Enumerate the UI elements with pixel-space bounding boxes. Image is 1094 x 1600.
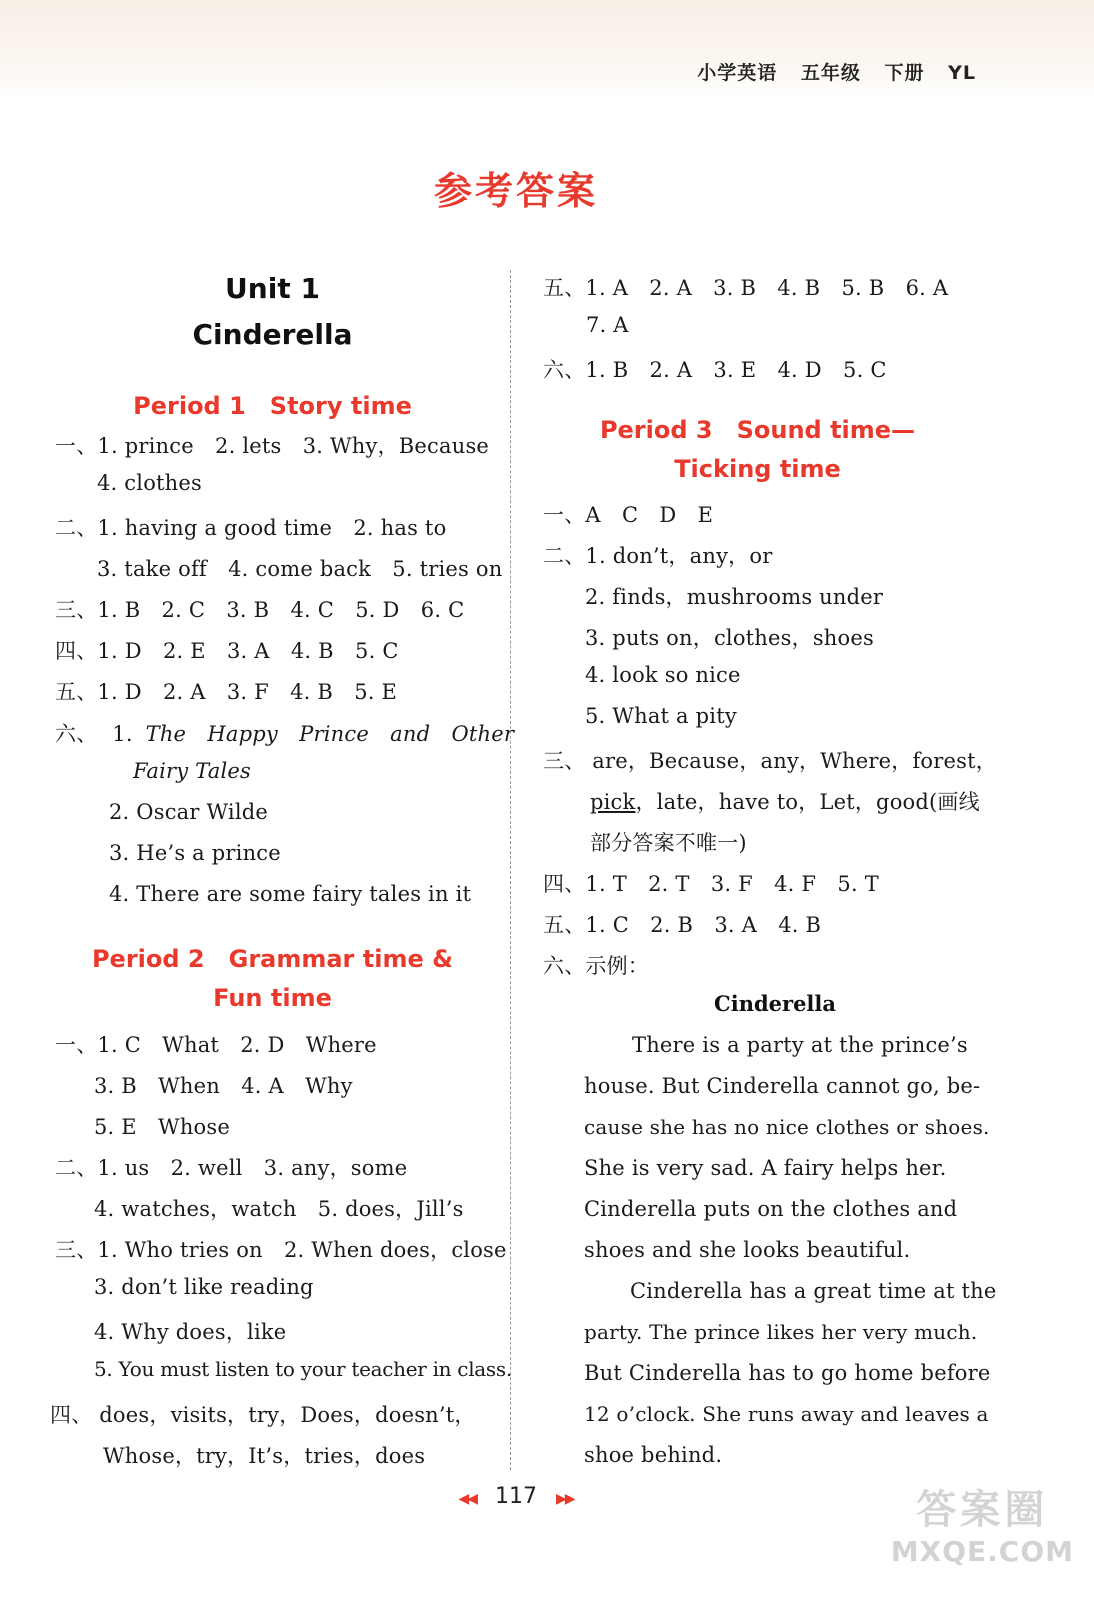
story-line: house. But Cinderella cannot go, be- (584, 1074, 981, 1098)
answer-line: 五、1. A 2. A 3. B 4. B 5. B 6. A (543, 276, 949, 300)
answer-note: 部分答案不唯一) (590, 831, 747, 855)
story-line: She is very sad. A fairy helps her. (584, 1156, 947, 1180)
page-number: 117 (495, 1484, 537, 1509)
answer-line: Whose，try，It’s，tries，does (103, 1444, 426, 1468)
answer-line: 2. Oscar Wilde (109, 800, 269, 824)
answer-line: 4. look so nice (585, 663, 741, 687)
answer-line: 三、1. B 2. C 3. B 4. C 5. D 6. C (55, 598, 465, 622)
answer-line: 五、1. C 2. B 3. A 4. B (543, 913, 822, 937)
answer-line: 5. You must listen to your teacher in class. (94, 1357, 512, 1381)
story-line: shoes and she looks beautiful. (584, 1238, 911, 1262)
answer-line: 3. take off 4. come back 5. tries on (97, 557, 503, 581)
answer-line (55, 718, 514, 748)
answer-line: 5. E Whose (94, 1115, 230, 1139)
story-line: Cinderella puts on the clothes and (584, 1197, 958, 1221)
answer-line: 二、1. don’t，any，or (543, 544, 773, 568)
unit-name: Cinderella (192, 318, 353, 351)
header-grade: 五年级 (800, 62, 861, 84)
answer-line: 六、示例： (543, 954, 649, 978)
answer-line: 3. puts on，clothes，shoes (585, 626, 874, 650)
watermark-logo (891, 1478, 1074, 1568)
answer-line: 二、1. us 2. well 3. any，some (55, 1156, 408, 1180)
period-2-heading: Period 2 Grammar time & (91, 945, 454, 973)
page-title: 参考答案 (433, 169, 598, 213)
answer-line: 2. finds，mushrooms under (585, 585, 884, 609)
book-title-cont: Fairy Tales (133, 759, 251, 783)
answer-line: 3. don’t like reading (94, 1275, 314, 1299)
period-1-heading: Period 1 Story time (133, 392, 412, 420)
item-number: 1. (112, 722, 133, 746)
answer-line: 三、1. Who tries on 2. When does，close (55, 1238, 507, 1262)
answer-line: 三、 are，Because，any，Where，forest， (543, 749, 997, 773)
answer-line: 四、1. D 2. E 3. A 4. B 5. C (55, 639, 399, 663)
answer-line: 一、1. C What 2. D Where (55, 1033, 377, 1057)
story-line: shoe behind. (584, 1443, 723, 1467)
story-line: Cinderella has a great time at the (630, 1279, 997, 1303)
section-label: 六、 (55, 722, 98, 746)
answer-line: 4. Why does，like (94, 1320, 287, 1344)
answer-line: 4. clothes (97, 471, 203, 495)
column-divider (510, 270, 511, 1470)
story-line: cause she has no nice clothes or shoes. (584, 1115, 990, 1139)
story-line: But Cinderella has to go home before (584, 1361, 991, 1385)
answer-line: 3. He’s a prince (109, 841, 281, 865)
answer-text: ，late，have to，Let，good(画线 (635, 790, 980, 814)
top-band (0, 0, 1094, 100)
answer-line: 一、A C D E (543, 503, 714, 527)
answer-line: 7. A (586, 313, 629, 337)
answer-line: 五、1. D 2. A 3. F 4. B 5. E (55, 680, 398, 704)
story-line: 12 o’clock. She runs away and leaves a (584, 1402, 989, 1426)
answer-line: 3. B When 4. A Why (94, 1074, 353, 1098)
answer-line: 四、1. T 2. T 3. F 4. F 5. T (543, 872, 879, 896)
answer-line: 二、1. having a good time 2. has to (55, 516, 447, 540)
header-subject: 小学英语 (697, 62, 778, 84)
answer-line: 六、1. B 2. A 3. E 4. D 5. C (543, 358, 887, 382)
watermark-en: MXQE.COM (890, 1535, 1074, 1568)
answer-line: 4. There are some fairy tales in it (109, 882, 472, 906)
answer-line: 5. What a pity (585, 704, 737, 728)
watermark-cn: 答案圈 (916, 1487, 1049, 1533)
answer-line: 四、 does，visits，try，Does，doesn’t， (50, 1403, 476, 1427)
story-line: There is a party at the prince’s (632, 1033, 968, 1057)
answer-line: 一、1. prince 2. lets 3. Why，Because (55, 434, 490, 458)
underlined-word: pick (590, 790, 636, 814)
book-header (681, 58, 976, 85)
story-line: party. The prince likes her very much. (584, 1320, 978, 1344)
period-3-heading-cont: Ticking time (674, 455, 841, 483)
story-title: Cinderella (714, 991, 836, 1016)
book-title: The Happy Prince and Other (145, 722, 515, 746)
next-arrow-icon: ▶▶ (556, 1491, 574, 1507)
header-edition: YL (948, 62, 976, 84)
page-footer (0, 1484, 1032, 1509)
unit-number: Unit 1 (225, 272, 320, 305)
prev-arrow-icon: ◀◀ (458, 1491, 476, 1507)
answer-line: 4. watches，watch 5. does，Jill’s (94, 1197, 464, 1221)
period-2-heading-cont: Fun time (213, 984, 332, 1012)
answer-line (590, 786, 980, 816)
period-3-heading: Period 3 Sound time— (599, 416, 916, 444)
header-volume: 下册 (884, 62, 925, 84)
